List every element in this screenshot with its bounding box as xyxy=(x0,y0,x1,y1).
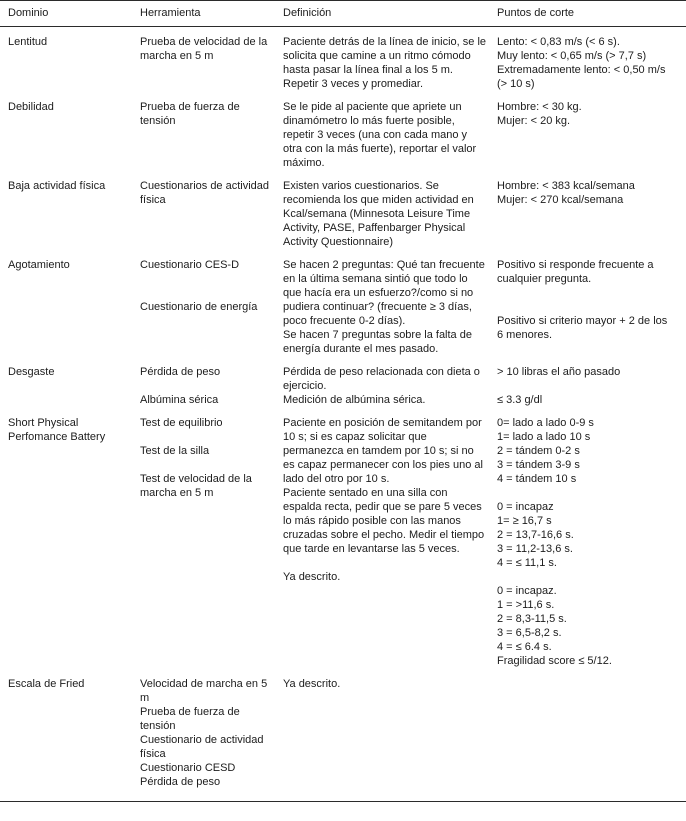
text-line: Paciente en posición de semitandem por 10 s; si es capaz solicitar que permanezca en tamdem por 10 s; si no es capaz permanecer con los pies uno al lado del otro por 10 s. xyxy=(283,417,483,485)
text-line: 4 = tándem 10 s xyxy=(497,473,577,485)
text-line: 3 = 11,2-13,6 s. xyxy=(497,543,573,555)
cell-herramienta xyxy=(140,677,283,789)
text-line: Existen varios cuestionarios. Se recomienda los que miden actividad en Kcal/semana (Minnesota Leisure Time Activity, PASE, Paffenbarger Physical Activity Questionnaire) xyxy=(283,180,474,248)
text-line: 2 = 8,3-11,5 s. xyxy=(497,613,567,625)
text-line: Pérdida de peso relacionada con dieta o ejercicio. xyxy=(283,366,480,392)
text-line: Test de la silla xyxy=(140,445,210,457)
text-line: Prueba de fuerza de tensión xyxy=(140,101,240,127)
text-line: Paciente detrás de la línea de inicio, se le solicita que camine a un ritmo cómodo hasta pasar la línea final a los 5 m. Repetir 3 veces y promediar. xyxy=(283,36,487,90)
text-line xyxy=(140,430,273,444)
text-line: Extremadamente lento: < 0,50 m/s (> 10 s) xyxy=(497,64,666,90)
text-line xyxy=(497,286,676,300)
text-line: Hombre: < 383 kcal/semana xyxy=(497,180,635,192)
cell-puntos-de-corte xyxy=(497,416,686,668)
text-line xyxy=(140,286,273,300)
cell-definicion xyxy=(283,35,497,91)
table-row-agotamiento xyxy=(0,258,686,356)
text-line: Mujer: < 270 kcal/semana xyxy=(497,194,624,206)
cell-dominio: Lentitud xyxy=(8,36,48,48)
text-line xyxy=(497,379,676,393)
column-header-herramienta: Herramienta xyxy=(140,7,201,19)
cell-herramienta xyxy=(140,35,283,91)
text-line: 1= ≥ 16,7 s xyxy=(497,515,552,527)
text-line: 0= lado a lado 0-9 s xyxy=(497,417,594,429)
text-line: 3 = 6,5-8,2 s. xyxy=(497,627,562,639)
text-line: Albúmina sérica xyxy=(140,394,219,406)
cell-definicion xyxy=(283,677,497,789)
text-line: Prueba de fuerza de tensión xyxy=(140,706,240,732)
text-line: Muy lento: < 0,65 m/s (> 7,7 s) xyxy=(497,50,647,62)
text-line: 0 = incapaz. xyxy=(497,585,557,597)
text-line: Cuestionario de actividad física xyxy=(140,734,264,760)
cell-puntos-de-corte xyxy=(497,258,686,356)
text-line: 2 = 13,7-16,6 s. xyxy=(497,529,574,541)
table-row-desgaste xyxy=(0,365,686,407)
text-line xyxy=(140,379,273,393)
cell-herramienta xyxy=(140,100,283,170)
text-line: Lento: < 0,83 m/s (< 6 s). xyxy=(497,36,620,48)
cell-herramienta xyxy=(140,365,283,407)
text-line: Se le pide al paciente que apriete un dinamómetro lo más fuerte posible, repetir 3 veces (una con cada mano y otra con la más fuerte), reportar el valor máximo. xyxy=(283,101,477,169)
text-line: Se hacen 7 preguntas sobre la falta de energía durante el mes pasado. xyxy=(283,329,472,355)
text-line: > 10 libras el año pasado xyxy=(497,366,621,378)
text-line xyxy=(497,300,676,314)
text-line: 1= lado a lado 10 s xyxy=(497,431,591,443)
table-row-baja-actividad-fisica xyxy=(0,179,686,249)
cell-definicion xyxy=(283,179,497,249)
text-line xyxy=(140,458,273,472)
text-line: 2 = tándem 0-2 s xyxy=(497,445,580,457)
table-body xyxy=(0,27,686,801)
text-line: Cuestionario de energía xyxy=(140,301,258,313)
text-line xyxy=(497,570,676,584)
cell-puntos-de-corte xyxy=(497,35,686,91)
table-row-lentitud xyxy=(0,35,686,91)
cell-dominio: Desgaste xyxy=(8,366,55,378)
cell-definicion xyxy=(283,416,497,668)
text-line: Hombre: < 30 kg. xyxy=(497,101,582,113)
cell-definicion xyxy=(283,258,497,356)
text-line: Fragilidad score ≤ 5/12. xyxy=(497,655,612,667)
cell-dominio: Escala de Fried xyxy=(8,678,85,690)
text-line xyxy=(140,272,273,286)
text-line xyxy=(497,486,676,500)
column-header-definicion: Definición xyxy=(283,7,332,19)
cell-puntos-de-corte xyxy=(497,100,686,170)
cell-dominio: Debilidad xyxy=(8,101,54,113)
text-line: Pérdida de peso xyxy=(140,366,221,378)
cell-dominio: Short Physical Perfomance Battery xyxy=(8,417,106,443)
text-line: Positivo si criterio mayor + 2 de los 6 menores. xyxy=(497,315,668,341)
table-row-escala-de-fried xyxy=(0,677,686,789)
table-row-short-physical-perfomance-battery xyxy=(0,416,686,668)
text-line: 4 = ≤ 11,1 s. xyxy=(497,557,557,569)
cell-definicion xyxy=(283,365,497,407)
text-line: Prueba de velocidad de la marcha en 5 m xyxy=(140,36,268,62)
text-line: Cuestionarios de actividad física xyxy=(140,180,270,206)
column-header-dominio: Dominio xyxy=(8,7,49,19)
text-line: Cuestionario CES-D xyxy=(140,259,240,271)
text-line: Paciente sentado en una silla con espalda recta, pedir que se pare 5 veces lo más rápido posible con las manos cruzadas sobre el pecho. Medir el tiempo que tarde en levantarse las 5 veces. xyxy=(283,487,485,555)
text-line: Ya descrito. xyxy=(283,678,341,690)
cell-herramienta xyxy=(140,416,283,668)
cell-puntos-de-corte xyxy=(497,179,686,249)
text-line: Test de velocidad de la marcha en 5 m xyxy=(140,473,252,499)
table-header-row xyxy=(0,1,686,27)
text-line: Mujer: < 20 kg. xyxy=(497,115,571,127)
cell-herramienta xyxy=(140,179,283,249)
text-line: Medición de albúmina sérica. xyxy=(283,394,426,406)
cell-dominio: Baja actividad física xyxy=(8,180,106,192)
table-row-debilidad xyxy=(0,100,686,170)
cell-herramienta xyxy=(140,258,283,356)
text-line: 0 = incapaz xyxy=(497,501,554,513)
column-header-puntos-de-corte: Puntos de corte xyxy=(497,7,575,19)
text-line: Ya descrito. xyxy=(283,571,341,583)
text-line: Se hacen 2 preguntas: Qué tan frecuente en la última semana sintió que todo lo que hacía era un esfuerzo?/como si no pudiera continuar? (frecuente ≥ 3 días, poco frecuente 0-2 días). xyxy=(283,259,485,327)
text-line: Pérdida de peso xyxy=(140,776,221,788)
text-line: Velocidad de marcha en 5 m xyxy=(140,678,268,704)
cell-puntos-de-corte xyxy=(497,365,686,407)
cell-puntos-de-corte xyxy=(497,677,686,789)
text-line: Test de equilibrio xyxy=(140,417,223,429)
text-line: 1 = >11,6 s. xyxy=(497,599,555,611)
text-line: 3 = tándem 3-9 s xyxy=(497,459,580,471)
text-line: Cuestionario CESD xyxy=(140,762,236,774)
text-line: 4 = ≤ 6.4 s. xyxy=(497,641,552,653)
cell-dominio: Agotamiento xyxy=(8,259,70,271)
text-line xyxy=(283,556,487,570)
text-line: ≤ 3.3 g/dl xyxy=(497,394,543,406)
text-line: Positivo si responde frecuente a cualquier pregunta. xyxy=(497,259,654,285)
cell-definicion xyxy=(283,100,497,170)
